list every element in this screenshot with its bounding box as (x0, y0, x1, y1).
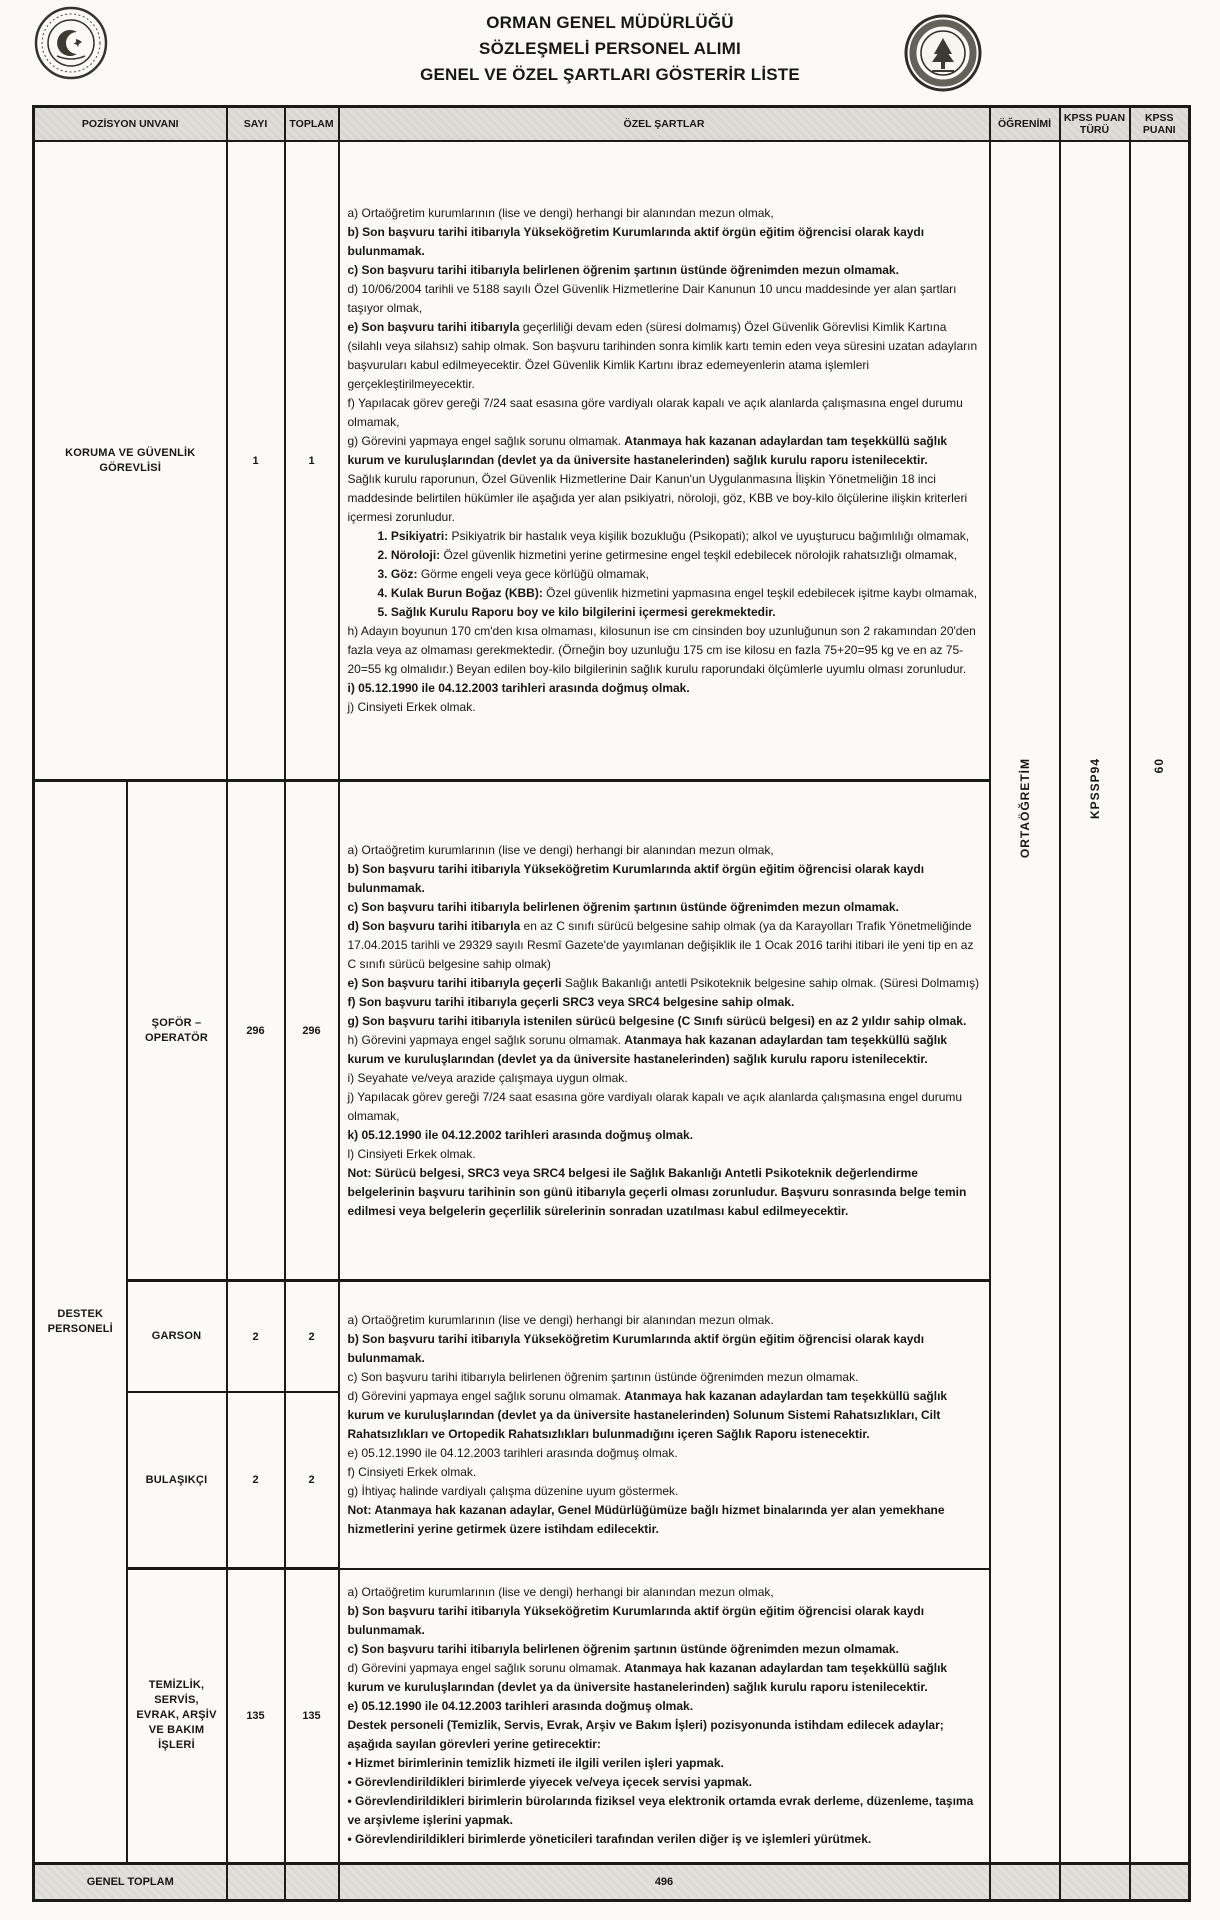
position-cell-sofor-operator: ŞOFÖR – OPERATÖR (127, 781, 227, 1281)
condition-line: b) Son başvuru tarihi itibarıyla Yükseköğretim Kurumlarında aktif örgün eğitim öğrencisi olarak kaydı bulunmamak. (347, 1331, 925, 1365)
sayi-cell: 296 (227, 781, 285, 1281)
condition-line: c) Son başvuru tarihi itibarıyla belirlenen öğrenim şartının üstünde öğrenimden mezun olmamak. (347, 1641, 899, 1656)
footer-empty-toplam (285, 1863, 339, 1900)
page-title (0, 10, 1220, 88)
condition-line: g) İhtiyaç halinde vardiyalı çalışma düzenine uyum göstermek. (347, 1483, 679, 1498)
rotated-education-text: ORTAÖĞRETİM (1017, 758, 1032, 859)
condition-line: h) Adayın boyunun 170 cm'den kısa olmaması, kilosunun ise cm cinsinden boy uzunluğunun son 2 rakamından 20'den fazla veya az olmaması gerekmektedir. (Örneğin boy uzunluğu 175 cm ise kilosu en fazla 75+20=95 kg ve en az 75-20=55 kg olmalıdır.) Beyan edilen boy-kilo bilgilerinin sağlık kurulu raporundaki ölçümlerle uyumlu olması zorunludur. (347, 624, 976, 676)
condition-line: d) Son başvuru tarihi itibarıyla en az C sınıfı sürücü belgesine sahip olmak (ya da Karayolları Trafik Yönetmeliğinde 17.04.2015 tarihli ve 29329 sayılı Resmî Gazete'de yayımlanan değişiklik ile 1 Ocak 2016 tarihi itibari ile yeni tip en az C sınıfı sürücü belgesine sahip olmak) (347, 918, 974, 971)
condition-line: l) Cinsiyeti Erkek olmak. (347, 1146, 476, 1161)
condition-line: b) Son başvuru tarihi itibarıyla Yükseköğretim Kurumlarında aktif örgün eğitim öğrencisi olarak kaydı bulunmamak. (347, 861, 925, 895)
condition-line: • Görevlendirildikleri birimlerin bürolarında fiziksel veya elektronik ortamda evrak derleme, düzenleme, taşıma ve arşivleme işlerini yapmak. (347, 1793, 974, 1827)
position-cell-garson: GARSON (127, 1281, 227, 1393)
condition-line: c) Son başvuru tarihi itibarıyla belirlenen öğrenim şartının üstünde öğrenimden mezun olmamak. (347, 899, 899, 914)
condition-line: 5. Sağlık Kurulu Raporu boy ve kilo bilgilerini içermesi gerekmektedir. (377, 605, 776, 619)
col-header-sayi: SAYI (227, 107, 285, 142)
col-header-kpss-puani: KPSS PUANI (1130, 107, 1190, 142)
condition-line: c) Son başvuru tarihi itibarıyla belirlenen öğrenim şartının üstünde öğrenimden mezun olmamak. (347, 263, 899, 277)
rotated-kpss-type-text: KPSSP94 (1087, 758, 1102, 820)
conditions-cell (339, 1569, 990, 1864)
kpss-type-cell (1060, 141, 1130, 1863)
position-cell-bulasikci: BULAŞIKÇI (127, 1392, 227, 1569)
col-header-pozisyon-unvani: POZİSYON UNVANI (34, 107, 227, 142)
conditions-text (348, 204, 981, 717)
conditions-cell-shared (339, 1281, 990, 1569)
condition-line: j) Cinsiyeti Erkek olmak. (347, 700, 476, 714)
condition-line: i) 05.12.1990 ile 04.12.2003 tarihleri arasında doğmuş olmak. (347, 681, 690, 695)
condition-line: k) 05.12.1990 ile 04.12.2002 tarihleri arasında doğmuş olmak. (347, 1127, 694, 1142)
col-header-ogrenimi: ÖĞRENİMİ (990, 107, 1060, 142)
conditions-text (348, 1583, 981, 1849)
condition-line: d) Görevini yapmaya engel sağlık sorunu olmamak. Atanmaya hak kazanan adaylardan tam teşekküllü sağlık kurum ve kuruluşlarından (devlet ya da üniversite hastanelerinden) Solunum Sistemi Rahatsızlıkları, Cilt Rahatsızlıkları ve Ortopedik Rahatsızlıkları bulunmadığını içeren Sağlık Raporu istenecektir. (347, 1388, 948, 1441)
sayi-cell: 2 (227, 1392, 285, 1569)
table-row-koruma-guvenlik (34, 141, 1190, 781)
conditions-text (348, 1311, 981, 1539)
condition-line: d) Görevini yapmaya engel sağlık sorunu olmamak. Atanmaya hak kazanan adaylardan tam teşekküllü sağlık kurum ve kuruluşlarından (devlet ya da üniversite hastanelerinden) sağlık kurulu raporu istenilecektir. (347, 1660, 948, 1694)
condition-line: Sağlık kurulu raporunun, Özel Güvenlik Hizmetlerine Dair Kanun'un Uygulanmasına İlişkin Yönetmeliğin 18 inci maddesinde belirtilen hükümler ile aşağıda yer alan psikiyatri, nöroloji, göz, KBB ve boy-kilo ölçülerine ilişkin kriterleri içermesi zorunludur. (347, 472, 968, 524)
genel-toplam-label: GENEL TOPLAM (34, 1863, 227, 1900)
condition-line: f) Cinsiyeti Erkek olmak. (347, 1464, 477, 1479)
condition-line: f) Son başvuru tarihi itibarıyla geçerli SRC3 veya SRC4 belgesine sahip olmak. (347, 994, 795, 1009)
condition-line: 2. Nöroloji: Özel güvenlik hizmetini yerine getirmesine engel teşkil edebilecek nörolojik rahatsızlığı olmamak, (377, 548, 958, 562)
condition-line: e) 05.12.1990 ile 04.12.2003 tarihleri arasında doğmuş olmak. (347, 1445, 678, 1460)
condition-line: Not: Sürücü belgesi, SRC3 veya SRC4 belgesi ile Sağlık Bakanlığı Antetli Psikoteknik değerlendirme belgelerinin başvuru tarihinin son günü itibarıyla geçerli olması zorunludur. Başvuru sonrasında belge temin edilmesi veya belgelerin geçerlilik sürelerinin sonradan uzatılması kabul edilmeyecektir. (347, 1165, 967, 1218)
condition-line: 4. Kulak Burun Boğaz (KBB): Özel güvenlik hizmetini yapmasına engel teşkil edebilecek işitme kaybı olmamak, (377, 586, 978, 600)
rotated-kpss-score-text: 60 (1152, 758, 1167, 774)
table-header-row (34, 107, 1190, 142)
condition-line: a) Ortaöğretim kurumlarının (lise ve dengi) herhangi bir alanından mezun olmak, (347, 1584, 774, 1599)
condition-line: e) Son başvuru tarihi itibarıyla geçerli Sağlık Bakanlığı antetli Psikoteknik belgesine sahip olmak. (Süresi Dolmamış) (347, 975, 980, 990)
condition-line: 3. Göz: Görme engeli veya gece körlüğü olmamak, (377, 567, 649, 581)
condition-line: d) 10/06/2004 tarihli ve 5188 sayılı Özel Güvenlik Hizmetlerine Dair Kanunun 10 uncu maddesinde yer alan şartları taşıyor olmak, (347, 282, 957, 315)
condition-line: • Görevlendirildikleri birimlerde yöneticileri tarafından verilen diğer iş ve işlemleri yürütmek. (347, 1831, 872, 1846)
condition-line: e) Son başvuru tarihi itibarıyla geçerliliği devam eden (süresi dolmamış) Özel Güvenlik Görevlisi Kimlik Kartına (silahlı veya silahsız) sahip olmak. Son başvuru tarihinden sonra kimlik kartı temin eden veya süresini uzatan adayların başvuruları kabul edilmeyecektir. Özel Güvenlik Kimlik Kartını ibraz edemeyenlerin atama işlemleri gerçekleştirilmeyecektir. (347, 320, 978, 391)
sayi-cell: 2 (227, 1281, 285, 1393)
sayi-cell: 1 (227, 141, 285, 781)
sayi-cell: 135 (227, 1569, 285, 1864)
conditions-text (348, 841, 981, 1221)
toplam-cell: 2 (285, 1392, 339, 1569)
toplam-cell: 2 (285, 1281, 339, 1393)
genel-toplam-value: 496 (339, 1863, 990, 1900)
condition-line: e) 05.12.1990 ile 04.12.2003 tarihleri arasında doğmuş olmak. (347, 1698, 694, 1713)
positions-table (32, 105, 1191, 1902)
condition-line: i) Seyahate ve/veya arazide çalışmaya uygun olmak. (347, 1070, 628, 1085)
condition-line: a) Ortaöğretim kurumlarının (lise ve dengi) herhangi bir alanından mezun olmak. (347, 1312, 774, 1327)
col-header-toplam: TOPLAM (285, 107, 339, 142)
condition-line: Destek personeli (Temizlik, Servis, Evrak, Arşiv ve Bakım İşleri) pozisyonunda istihdam edilecek adaylar; aşağıda sayılan görevleri yerine getirecektir: (347, 1717, 944, 1751)
col-header-kpss-puan-turu: KPSS PUAN TÜRÜ (1060, 107, 1130, 142)
condition-line: g) Son başvuru tarihi itibarıyla istenilen sürücü belgesine (C Sınıfı sürücü belgesi) en az 2 yıldır sahip olmak. (347, 1013, 967, 1028)
condition-line: 1. Psikiyatri: Psikiyatrik bir hastalık veya kişilik bozukluğu (Psikopati); alkol ve uyuşturucu bağımlılığı olmamak, (377, 529, 970, 543)
position-cell-koruma-guvenlik: KORUMA VE GÜVENLİK GÖREVLİSİ (34, 141, 227, 781)
footer-empty-ogrenim (990, 1863, 1060, 1900)
conditions-cell (339, 781, 990, 1281)
position-cell-temizlik-servis: TEMİZLİK, SERVİS, EVRAK, ARŞİV VE BAKIM İŞLERİ (127, 1569, 227, 1864)
condition-line: Not: Atanmaya hak kazanan adaylar, Genel Müdürlüğümüze bağlı hizmet binalarında yer alan yemekhane hizmetlerini yerine getirmek üzere istihdam edilecektir. (347, 1502, 945, 1536)
condition-line: f) Yapılacak görev gereği 7/24 saat esasına göre vardiyalı olarak kapalı ve açık alanlarda çalışmasına engel durumu olmamak, (347, 396, 963, 429)
condition-line: a) Ortaöğretim kurumlarının (lise ve dengi) herhangi bir alanından mezun olmak, (347, 842, 774, 857)
condition-line: b) Son başvuru tarihi itibarıyla Yükseköğretim Kurumlarında aktif örgün eğitim öğrencisi olarak kaydı bulunmamak. (347, 225, 925, 258)
table-footer-row (34, 1863, 1190, 1900)
col-header-ozel-sartlar: ÖZEL ŞARTLAR (339, 107, 990, 142)
page-title-line3: GENEL VE ÖZEL ŞARTLARI GÖSTERİR LİSTE (420, 65, 800, 84)
footer-empty-sayi (227, 1863, 285, 1900)
kpss-score-cell (1130, 141, 1190, 1863)
page-title-line2: SÖZLEŞMELİ PERSONEL ALIMI (479, 39, 741, 58)
toplam-cell: 135 (285, 1569, 339, 1864)
footer-empty-kpss-type (1060, 1863, 1130, 1900)
page-title-line1: ORMAN GENEL MÜDÜRLÜĞÜ (486, 13, 734, 32)
conditions-cell (339, 141, 990, 781)
condition-line: • Görevlendirildikleri birimlerde yiyecek ve/veya içecek servisi yapmak. (347, 1774, 752, 1789)
condition-line: h) Görevini yapmaya engel sağlık sorunu olmamak. Atanmaya hak kazanan adaylardan tam teşekküllü sağlık kurum ve kuruluşlarından (devlet ya da üniversite hastanelerinden) sağlık kurulu raporu istenilecektir. (347, 1032, 948, 1066)
toplam-cell: 296 (285, 781, 339, 1281)
condition-line: g) Görevini yapmaya engel sağlık sorunu olmamak. Atanmaya hak kazanan adaylardan tam teşekküllü sağlık kurum ve kuruluşlarından (devlet ya da üniversite hastanelerinden) sağlık kurulu raporu istenilecektir. (347, 434, 948, 467)
toplam-cell: 1 (285, 141, 339, 781)
condition-line: b) Son başvuru tarihi itibarıyla Yükseköğretim Kurumlarında aktif örgün eğitim öğrencisi olarak kaydı bulunmamak. (347, 1603, 925, 1637)
footer-empty-kpss-score (1130, 1863, 1190, 1900)
condition-line: j) Yapılacak görev gereği 7/24 saat esasına göre vardiyalı olarak kapalı ve açık alanlarda çalışmasına engel durumu olmamak, (347, 1089, 963, 1123)
condition-line: c) Son başvuru tarihi itibarıyla belirlenen öğrenim şartının üstünde öğrenimden mezun olmamak. (347, 1369, 859, 1384)
group-cell-destek-personeli: DESTEK PERSONELİ (34, 781, 127, 1864)
ogrenim-cell (990, 141, 1060, 1863)
condition-line: a) Ortaöğretim kurumlarının (lise ve dengi) herhangi bir alanından mezun olmak, (347, 206, 774, 220)
condition-line: • Hizmet birimlerinin temizlik hizmeti ile ilgili verilen işleri yapmak. (347, 1755, 724, 1770)
